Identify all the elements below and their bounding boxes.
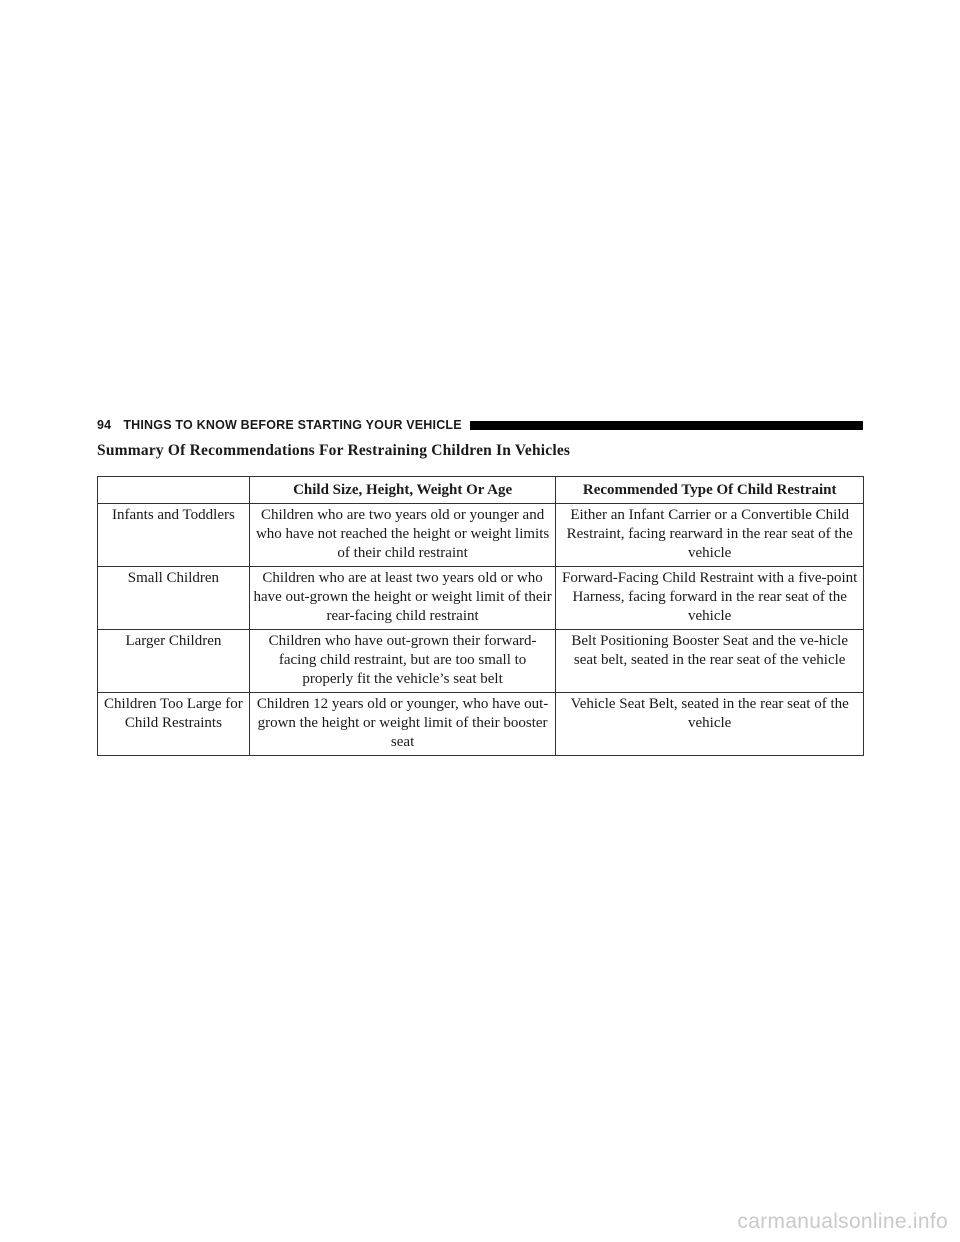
table-row (98, 630, 864, 693)
recommendations-table (97, 476, 864, 756)
category-cell: Small Children (98, 567, 250, 630)
column-header-restraint: Recommended Type Of Child Restraint (556, 477, 864, 504)
table-row (98, 567, 864, 630)
section-name: THINGS TO KNOW BEFORE STARTING YOUR VEHICLE (123, 418, 462, 432)
restraint-cell: Belt Positioning Booster Seat and the ve-hicle seat belt, seated in the rear seat of the vehicle (556, 630, 864, 693)
page-header (97, 417, 863, 433)
category-cell: Larger Children (98, 630, 250, 693)
column-header-category (98, 477, 250, 504)
column-header-size: Child Size, Height, Weight Or Age (249, 477, 556, 504)
table-row (98, 693, 864, 756)
table-row (98, 504, 864, 567)
watermark: carmanualsonline.info (737, 1210, 948, 1233)
size-cell: Children who are two years old or younger and who have not reached the height or weight limits of their child restraint (249, 504, 556, 567)
section-title: Summary Of Recommendations For Restraining Children In Vehicles (97, 442, 571, 459)
size-cell: Children who have out-grown their forward-facing child restraint, but are too small to properly fit the vehicle’s seat belt (249, 630, 556, 693)
category-cell: Children Too Large for Child Restraints (98, 693, 250, 756)
page-number: 94 (97, 418, 112, 432)
size-cell: Children who are at least two years old or who have out-grown the height or weight limit of their rear-facing child restraint (249, 567, 556, 630)
category-cell: Infants and Toddlers (98, 504, 250, 567)
restraint-cell: Forward-Facing Child Restraint with a five-point Harness, facing forward in the rear seat of the vehicle (556, 567, 864, 630)
size-cell: Children 12 years old or younger, who have out-grown the height or weight limit of their booster seat (249, 693, 556, 756)
table-header-row (98, 477, 864, 504)
header-rule (470, 421, 863, 430)
restraint-cell: Either an Infant Carrier or a Convertible Child Restraint, facing rearward in the rear seat of the vehicle (556, 504, 864, 567)
restraint-cell: Vehicle Seat Belt, seated in the rear seat of the vehicle (556, 693, 864, 756)
